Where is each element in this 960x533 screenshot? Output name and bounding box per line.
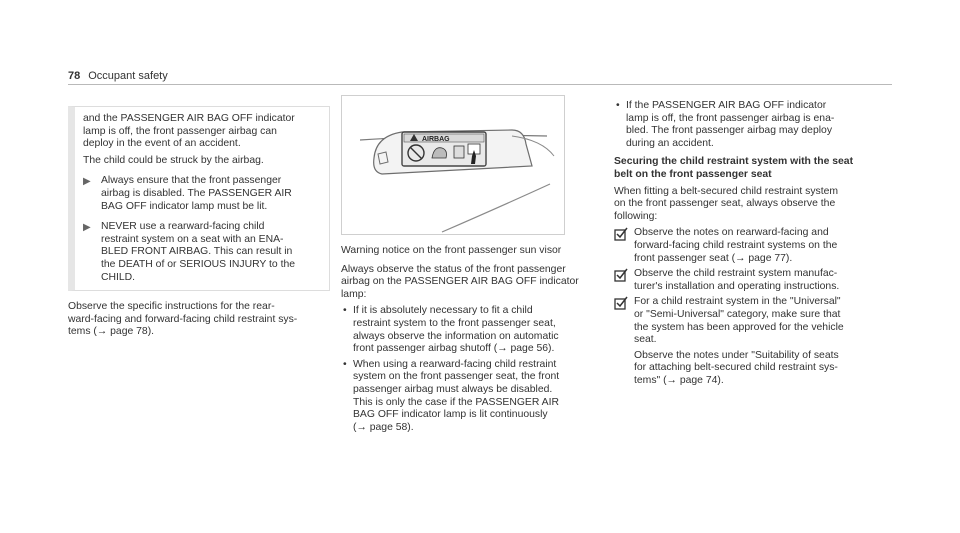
warning-item: ▶ Always ensure that the front passenger airbag is disabled. The PASSENGER AIR BAG OFF indicator lamp must be lit. [83,175,292,212]
intro-paragraph: When fitting a belt-secured child restraint system on the front passenger seat, always observe the following: [614,185,839,222]
section-heading: Securing the child restraint system with the seat belt on the front passenger seat [614,156,854,180]
checklist [614,227,894,387]
box-paragraph: and the PASSENGER AIR BAG OFF indicator lamp is off, the front passenger airbag can deploy in the event of an accident. [83,113,295,150]
list-item: • If the PASSENGER AIR BAG OFF indicator lamp is off, the front passenger airbag is ena- bled. The front passenger airbag may deploy during an accident. [616,100,835,149]
checklist-item: Observe the child restraint system manufac- turer's installation and operating instructions. [614,268,894,293]
column-left [68,106,323,343]
airbag-label: AIRBAG [422,136,450,143]
figure-caption: Warning notice on the front passenger sun visor [341,245,562,256]
arrow-icon: ▶ [83,176,91,188]
section-title: Occupant safety [88,70,168,82]
bullet-dot-icon: • [616,100,620,111]
column-middle [341,95,596,437]
list-item: • If it is absolutely necessary to fit a child restraint system to the front passenger seat, always observe the information on automatic front passenger airbag shutoff (→ page 56). [343,305,559,355]
checklist-item: For a child restraint system in the "Universal" or "Semi-Universal" category, make sure that the system has been approved for the vehicle seat. Observe the notes under "Suitability of seats for attaching belt-secured child restraint sys- tems" (→ page 74). [614,296,894,387]
checkbox-icon [614,227,628,241]
bullet-dot-icon: • [343,305,347,317]
page-link[interactable]: tems" (→ page 74). [634,374,724,386]
column-right [614,98,894,390]
bullet-list [614,100,894,150]
note-paragraph: Observe the notes under "Suitability of seats for attaching belt-secured child restraint sys- tems" (→ page 74). [634,349,839,386]
page-link[interactable]: front passenger airbag shutoff (→ page 56). [353,343,555,355]
box-paragraph-2: The child could be struck by the airbag. [83,154,264,166]
page-header [68,70,168,83]
warning-box [68,106,330,291]
bullet-dot-icon: • [343,358,347,370]
page-link[interactable]: front passenger seat (→ page 77). [634,252,793,264]
page-number: 78 [68,70,81,82]
observe-paragraph: Observe the specific instructions for the rear- ward-facing and forward-facing child restraint sys- tems (→ page 78). [68,301,298,338]
warning-item: ▶ NEVER use a rearward-facing child restraint system on a seat with an ENA- BLED FRONT AIRBAG. This can result in the DEATH of or SERIOUS INJURY to the CHILD. [83,221,296,283]
sun-visor-illustration [342,96,564,234]
checkbox-icon [614,268,628,282]
checklist-item: Observe the notes on rearward-facing and forward-facing child restraint systems on the front passenger seat (→ page 77). [614,227,894,265]
sun-visor-figure [341,95,565,235]
page-link[interactable]: tems (→ page 78). [68,326,155,338]
list-item: • When using a rearward-facing child restraint system on the front passenger seat, the front passenger airbag must always be disabled. This is only the case if the PASSENGER AIR BAG OFF indicator lamp is lit continuously (→ page 58). [343,358,560,433]
checkbox-icon [614,296,628,310]
header-divider [68,84,892,85]
page-link[interactable]: (→ page 58). [353,421,414,433]
intro-paragraph: Always observe the status of the front passenger airbag on the PASSENGER AIR BAG OFF indicator lamp: [341,263,579,300]
arrow-icon: ▶ [83,222,91,234]
bullet-list [341,305,596,434]
